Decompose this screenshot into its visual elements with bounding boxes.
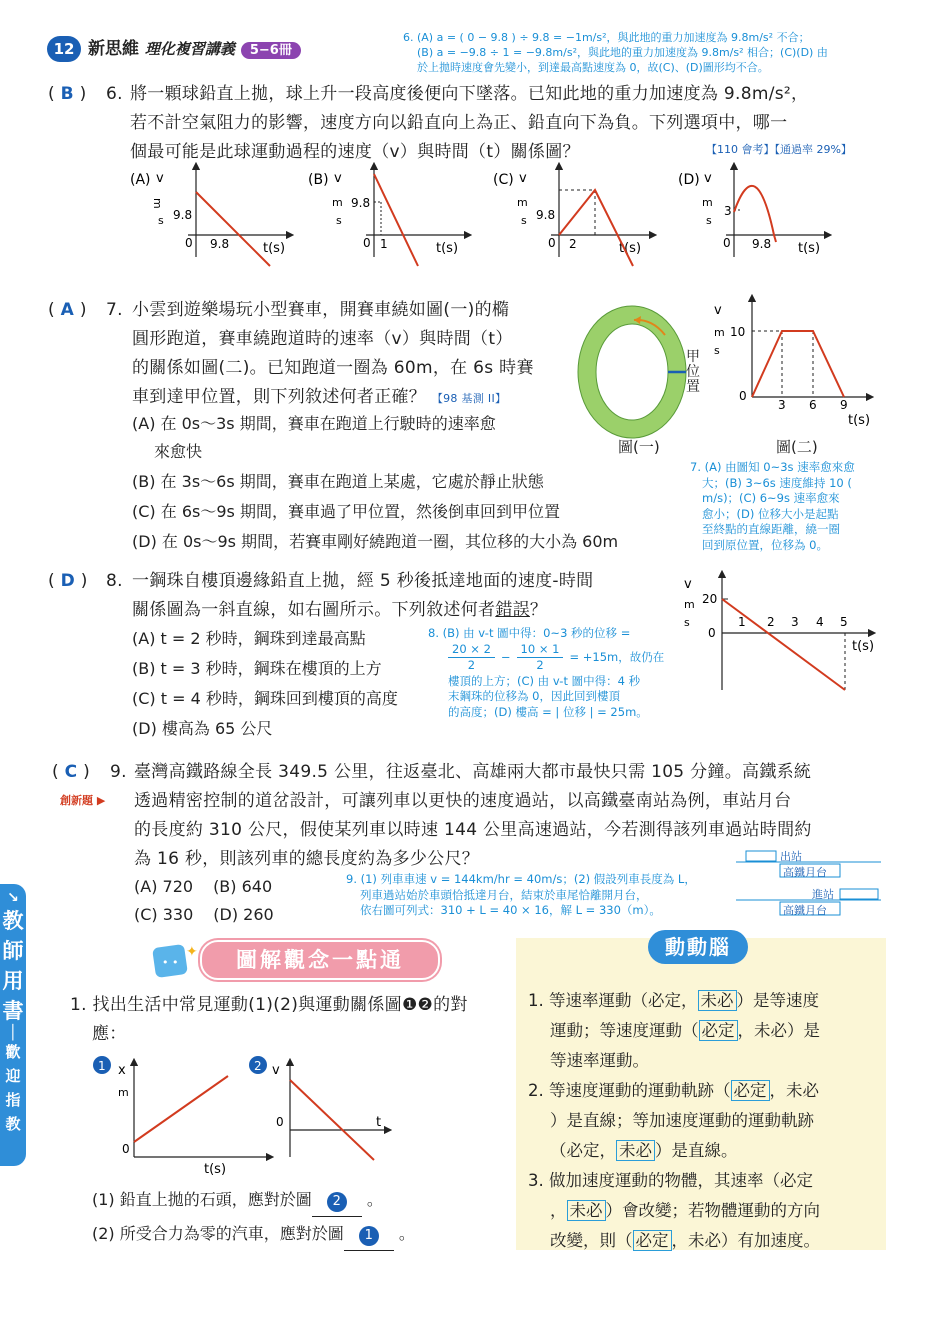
brain-item-3 [528, 1166, 878, 1256]
brain-item-1 [528, 986, 878, 1076]
note-line: 末鋼珠的位移為 0，因此回到樓頂 [448, 689, 620, 703]
q7-source: 【98 基測 II】 [431, 392, 507, 405]
series-title [88, 36, 301, 64]
q8-text [132, 567, 672, 625]
x-tick: 9.8 [752, 237, 772, 251]
item-text: 等速率運動。 [550, 1051, 649, 1070]
q8-options [132, 625, 452, 743]
y-unit-s: s [521, 214, 527, 227]
y-unit: v [334, 171, 342, 186]
concept-graphs [88, 1052, 508, 1178]
x-tick: 3 [778, 398, 786, 412]
x-tick: 9.8 [210, 237, 230, 251]
graph-d-label: (D) [678, 172, 700, 188]
y-unit: v [519, 171, 527, 186]
answer-text: (2) 所受合力為零的汽車，應對於圖 [92, 1224, 344, 1243]
volume-badge: 5−6冊 [241, 42, 301, 59]
x-tick: 9 [840, 398, 848, 412]
train-out [746, 851, 776, 861]
q9-line: 的長度約 310 公尺，假使某列車以時速 144 公里高速過站，今若測得該列車過站時間約 [134, 820, 812, 840]
platform-label-bottom: 高鐵月台 [783, 904, 827, 917]
concept-graph-2 [249, 1056, 388, 1160]
y-unit-paren: m [151, 198, 164, 209]
graph-a-label: (A) [130, 172, 151, 188]
note-line: (B) a = −9.8 ÷ 1 = −9.8m/s²，與此地的重力加速度為 9.8m/s² 相合；(C)(D) 由 [417, 46, 828, 59]
tab-char: 師 [2, 939, 24, 963]
q8-answer-paren: ( D ) [48, 571, 88, 591]
y-tick: 10 [730, 325, 746, 339]
q7-line: 的關係如圖(二)。已知跑道一圈為 60m，在 6s 時賽 [132, 358, 534, 378]
item-text: 做加速度運動的物體，其速率（必定 [549, 1171, 813, 1190]
numerator: 20 × 2 [448, 642, 495, 659]
velocity-curve [734, 186, 776, 242]
velocity-line [290, 1080, 374, 1160]
q9-line: 為 16 秒，則該列車的總長度約為多少公尺？ [134, 849, 480, 869]
origin: 0 [363, 236, 371, 250]
item-number: 3. [528, 1171, 544, 1190]
item-text: ）是等速度 [736, 991, 819, 1010]
q9-answer: C [64, 762, 78, 782]
q9-option-b: (B) 640 [213, 877, 273, 896]
y-unit: x [118, 1063, 126, 1078]
x-label: t(s) [848, 413, 871, 428]
concept-graph-1 [93, 1056, 270, 1177]
answer-box: 未必 [567, 1200, 606, 1221]
q8-line: 關係圖為一斜直線，如右圖所示。下列敘述何者 [132, 600, 496, 620]
x-label: t(s) [619, 241, 642, 256]
fraction-1 [448, 642, 495, 674]
q9-line: 臺灣高鐵路線全長 349.5 公里，往返臺北、高雄兩大都市最快只需 105 分鐘。高鐵系統 [134, 762, 812, 782]
x-label: t(s) [436, 241, 459, 256]
x-tick: 4 [816, 615, 824, 629]
graph-b-label: (B) [308, 172, 329, 188]
series-name: 新思維 [88, 39, 139, 59]
q9-option-d: (D) 260 [213, 905, 274, 924]
item-text: ，未必）有加速度。 [671, 1231, 820, 1250]
q6-answer: B [60, 84, 74, 104]
note-line: 至終點的直線距離，繞一圈 [702, 522, 840, 536]
mascot-icon: • • ✦ [142, 944, 198, 980]
q6-source: 【110 會考】【通過率 29%】 [706, 143, 852, 156]
q7-option-a-cont: 來愈快 [154, 442, 203, 461]
y-unit-s: s [158, 214, 164, 227]
q9-options [134, 873, 334, 929]
y-tick: 3 [724, 204, 732, 218]
x-label: t [376, 1115, 382, 1130]
y-unit: v [684, 577, 692, 592]
concept-q1-line: 應： [92, 1024, 127, 1044]
origin: 0 [122, 1142, 130, 1156]
concept-answer-1 [92, 1183, 512, 1217]
q9-line: 透過精密控制的道岔設計，可讓列車以更快的速度過站，以高鐵臺南站為例，車站月台 [134, 791, 792, 811]
item-text: 等速度運動的運動軌跡（ [549, 1081, 731, 1100]
x-label: t(s) [798, 241, 821, 256]
q9-option-c: (C) 330 [134, 905, 194, 924]
note-q6 [403, 30, 903, 75]
item-text: 運動；等速度運動（ [550, 1021, 699, 1040]
q6-graph-a [130, 166, 290, 266]
q7-line: 小雲到遊樂場玩小型賽車，開賽車繞如圖(一)的橢 [132, 300, 510, 320]
graph-marker: 2 [254, 1059, 262, 1073]
q8-emphasis: 錯誤 [495, 600, 530, 620]
q7-option-d: (D) 在 0s～9s 期間，若賽車剛好繞跑道一圈，其位移的大小為 60m [132, 532, 619, 551]
note-line: 7. (A) 由圖知 0~3s 速率愈來愈 [690, 460, 855, 474]
q8-option-a: (A) t = 2 秒時，鋼珠到達最高點 [132, 629, 366, 648]
q7-answer-paren: ( A ) [48, 300, 87, 320]
fraction-2 [517, 642, 564, 674]
q7-option-a: (A) 在 0s～3s 期間，賽車在跑道上行駛時的速率愈 [132, 414, 496, 433]
position-label: 甲位置 [686, 349, 700, 395]
concept-q1-line: 1. 找出生活中常見運動(1)(2)與運動關係圖❶❷的對 [70, 995, 468, 1015]
note-line: 8. (B) 由 v-t 圖中得：0~3 秒的位移 = [428, 626, 631, 640]
q7-answer: A [60, 300, 75, 320]
tab-char: 歡 [5, 1043, 21, 1061]
concept-q1 [70, 991, 510, 1049]
q8-velocity-graph [676, 570, 886, 695]
concept-answer-2 [92, 1217, 512, 1251]
item-text: ， [550, 1201, 567, 1220]
item-text: ）是直線；等加速度運動的運動軌跡 [550, 1111, 814, 1130]
q6-graph-d [678, 166, 828, 257]
note-line: 樓頂的上方；(C) 由 v-t 圖中得：4 秒 [448, 673, 641, 688]
answer-end: 。 [398, 1224, 415, 1243]
y-unit: v [714, 303, 722, 318]
q8-answer: D [60, 571, 76, 591]
x-tick: 1 [738, 615, 746, 629]
answer-box: 必定 [731, 1080, 770, 1101]
brain-items [528, 986, 878, 1256]
x-tick: 2 [767, 615, 775, 629]
q6-line: 個最可能是此球運動過程的速度（v）與時間（t）關係圖？ [130, 142, 580, 162]
x-tick: 6 [809, 398, 817, 412]
teacher-edition-tab: ↘ 教 師 用 書 │ 歡 迎 指 教 [0, 884, 26, 1166]
y-unit-s: s [336, 214, 342, 227]
q6-line: 若不計空氣阻力的影響，速度方向以鉛直向上為正、鉛直向下為負。下列選項中，哪一 [130, 113, 788, 133]
denominator: 2 [536, 658, 544, 672]
y-tick: 9.8 [351, 196, 371, 210]
note-q7 [690, 460, 890, 553]
answer-text: (1) 鉛直上拋的石頭，應對於圖 [92, 1190, 312, 1209]
train-in [840, 889, 878, 899]
note-line: 列車過站始於車頭恰抵達月台，結束於車尾恰離開月台， [360, 887, 648, 902]
note-line: 依右圖可列式：310 + L = 40 × 16，解 L = 330（m）。 [360, 903, 661, 917]
origin: 0 [723, 236, 731, 250]
note-line: 愈小；(D) 位移大小是起點 [702, 506, 839, 521]
answer-box: 未必 [698, 990, 737, 1011]
item-text: 改變，則（ [550, 1231, 633, 1250]
in-label: 進站 [812, 888, 834, 901]
tab-char: 教 [5, 1115, 21, 1133]
q6-line: 將一顆球鉛直上拋，球上升一段高度後便向下墜落。已知此地的重力加速度為 9.8m/s²， [130, 84, 809, 104]
item-text: ）會改變；若物體運動的方向 [605, 1201, 820, 1220]
y-unit: v [704, 171, 712, 186]
q8-line-2 [132, 596, 672, 625]
note-line: 6. (A) a = ( 0 − 9.8 ) ÷ 9.8 = −1m/s²，與此地的重力加速度為 9.8m/s² 不合； [403, 31, 810, 44]
answer-blank-1 [312, 1183, 362, 1217]
velocity-line [196, 192, 270, 266]
answer-value: 1 [359, 1226, 379, 1246]
denominator: 2 [467, 658, 476, 672]
y-unit-m: m [118, 1086, 129, 1099]
q7-speed-graph [706, 292, 886, 432]
x-tick: 5 [840, 615, 848, 629]
tab-char: 教 [2, 909, 24, 933]
origin: 0 [548, 236, 556, 250]
graph-c-label: (C) [493, 172, 514, 188]
platform-label-top: 高鐵月台 [783, 866, 827, 879]
answer-box: 必定 [633, 1230, 672, 1251]
item-number: 2. [528, 1081, 544, 1100]
tab-char: 書 [2, 999, 24, 1023]
y-unit-m: m [714, 326, 725, 339]
y-unit: v [156, 171, 164, 186]
answer-box: 未必 [616, 1140, 655, 1161]
note-line: 9. (1) 列車車速 v = 144km/hr = 40m/s；(2) 假設列車長度為 L， [346, 872, 696, 886]
tab-char: 用 [2, 969, 24, 993]
y-unit-m: m [684, 598, 695, 611]
note-line: 於上拋時速度會先變小，到達最高點速度為 0，故(C)、(D)圖形均不合。 [417, 61, 769, 74]
item-text: ，未必）是 [737, 1021, 820, 1040]
item-text: ）是直線。 [655, 1141, 738, 1160]
answer-blank-2 [344, 1217, 394, 1251]
x-label: t(s) [263, 241, 286, 256]
q6-graphs [128, 162, 908, 272]
note-line: 的高度；(D) 樓高 = | 位移 | = 25m。 [448, 704, 648, 719]
item-text: ，未必 [769, 1081, 819, 1100]
brain-item-2 [528, 1076, 878, 1166]
answer-end: 。 [366, 1190, 383, 1209]
q6-answer-paren: ( B ) [48, 84, 87, 104]
y-unit: v [272, 1063, 280, 1078]
speed-line [752, 331, 844, 397]
y-unit-paren: m [702, 196, 713, 209]
item-text: 等速率運動（必定， [549, 991, 698, 1010]
q8-option-c: (C) t = 4 秒時，鋼珠回到樓頂的高度 [132, 689, 398, 708]
tab-char: 指 [5, 1091, 21, 1109]
fig2-caption: 圖(二) [776, 438, 818, 456]
origin: 0 [185, 236, 193, 250]
q7-number: 7. [106, 300, 123, 320]
origin: 0 [276, 1115, 284, 1129]
q8-option-b: (B) t = 3 秒時，鋼珠在樓頂的上方 [132, 659, 382, 678]
graph-marker: 1 [98, 1059, 106, 1073]
y-tick: 20 [702, 592, 718, 606]
book-title: 理化複習講義 [144, 40, 235, 58]
y-unit-paren: m [332, 196, 343, 209]
q7-line: 車到達甲位置，則下列敘述何者正確？ [132, 387, 427, 407]
note-line: m/s)；(C) 6~9s 速率愈來 [702, 491, 840, 505]
x-tick: 3 [791, 615, 799, 629]
q9-answer-paren: ( C ) [52, 762, 91, 782]
concept-banner: 圖解觀念一點通 [200, 940, 440, 980]
q8-number: 8. [106, 571, 123, 591]
fig1-caption: 圖(一) [618, 438, 660, 456]
brain-title: 動動腦 [648, 930, 748, 964]
note-q8 [428, 626, 698, 720]
note-q9 [346, 872, 736, 919]
note-line: 大；(B) 3~6s 速度維持 10 ( [702, 475, 852, 490]
q9-tag: 創新題 ▶ [60, 794, 106, 807]
note-line: 回到原位置，位移為 0。 [702, 537, 828, 552]
answer-box: 必定 [699, 1020, 738, 1041]
y-unit-paren: m [517, 196, 528, 209]
q7-text [132, 296, 572, 413]
q6-graph-c [493, 166, 653, 266]
velocity-line [722, 599, 845, 690]
x-tick: 2 [569, 237, 577, 251]
q8-end: ？ [529, 600, 548, 620]
q9-number: 9. [110, 762, 127, 782]
tab-char: 迎 [5, 1067, 21, 1085]
note-result: = +15m，故仍在 [569, 649, 665, 664]
x-tick: 1 [380, 237, 388, 251]
q7-line-4 [132, 383, 572, 413]
y-unit-s: s [684, 616, 690, 629]
q6-number: 6. [106, 84, 123, 104]
y-tick: 9.8 [536, 208, 556, 222]
q7-option-b: (B) 在 3s～6s 期間，賽車在跑道上某處，它處於靜止狀態 [132, 472, 544, 491]
y-unit-s: s [706, 214, 712, 227]
item-number: 1. [528, 991, 544, 1010]
note-fraction-line: $\frac{20 \times 2}{2}$ − $\frac{10 \times 1}{2}$ = +15m，故仍在 [428, 642, 698, 674]
tag-text: 創新題 [60, 794, 93, 807]
q9-option-a: (A) 720 [134, 877, 194, 896]
q8-option-d: (D) 樓高為 65 公尺 [132, 719, 273, 738]
q7-option-c: (C) 在 6s～9s 期間，賽車過了甲位置，然後倒車回到甲位置 [132, 502, 560, 521]
position-line [134, 1076, 228, 1142]
page-number: 12 [47, 36, 81, 62]
origin: 0 [739, 389, 747, 403]
x-label: t(s) [852, 639, 875, 654]
q6-graph-b [308, 166, 468, 266]
numerator: 10 × 1 [517, 642, 564, 659]
y-tick: 9.8 [173, 208, 193, 222]
out-label: 出站 [780, 850, 802, 863]
origin: 0 [708, 626, 716, 640]
concept-answers [92, 1183, 512, 1251]
answer-value: 2 [327, 1192, 347, 1212]
x-label: t(s) [204, 1162, 227, 1177]
item-text: （必定， [550, 1141, 616, 1160]
q7-line: 圓形跑道，賽車繞跑道時的速率（v）與時間（t） [132, 329, 513, 349]
q8-line: 一鋼珠自樓頂邊緣鉛直上拋，經 5 秒後抵達地面的速度-時間 [132, 571, 594, 591]
y-unit-s: s [714, 344, 720, 357]
